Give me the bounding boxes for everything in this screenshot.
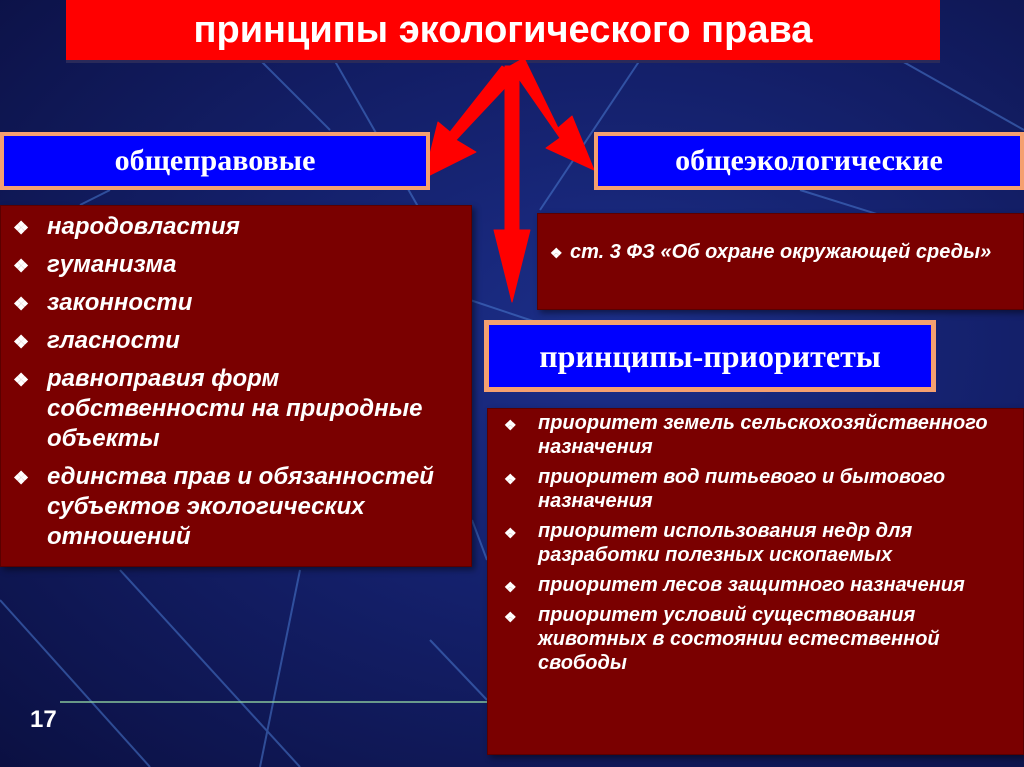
diamond-bullet-icon: ❖ [504,417,517,433]
diamond-bullet-icon: ❖ [13,370,30,390]
ecological-principles-panel [537,213,1024,310]
diamond-bullet-icon: ❖ [504,471,517,487]
diamond-bullet-icon: ❖ [13,218,30,238]
diamond-bullet-icon: ❖ [13,294,30,314]
list-item: ❖ ст. 3 ФЗ «Об охране окружающей среды» [548,240,1015,265]
list-item: ❖ народовластия [9,212,471,242]
slide-number: 17 [30,706,57,733]
slide-title: принципы экологического права [66,0,940,63]
diamond-bullet-icon: ❖ [504,609,517,625]
diamond-bullet-icon: ❖ [504,579,517,595]
list-item: ❖ гласности [9,326,471,356]
list-item: ❖ приоритет лесов защитного назначения [498,573,1017,597]
list-item: ❖ приоритет земель сельскохозяйственного назначения [504,412,988,458]
category-ecological: общеэкологические [594,132,1024,190]
list-item: ❖ приоритет вод питьевого и бытового назначения [504,466,946,512]
list-item: ❖ единства прав и обязанностей субъектов экологических отношений [13,463,434,550]
diamond-bullet-icon: ❖ [504,525,517,541]
list-item: ❖ приоритет использования недр для разработки полезных ископаемых [504,520,913,566]
list-item: ❖ законности [9,288,471,318]
list-item: ❖ равноправия форм собственности на природные объекты [13,365,423,452]
list-item: ❖ приоритет условий существования животных в состоянии естественной свободы [504,604,940,674]
category-general-law: общеправовые [0,132,430,190]
diamond-bullet-icon: ❖ [13,332,30,352]
diamond-bullet-icon: ❖ [13,468,30,488]
list-item: ❖ гуманизма [9,250,471,280]
category-priority-principles: принципы-приоритеты [484,320,936,392]
diamond-bullet-icon: ❖ [550,245,563,261]
priority-principles-panel [487,408,1024,755]
diamond-bullet-icon: ❖ [13,256,30,276]
general-principles-panel [0,205,472,567]
